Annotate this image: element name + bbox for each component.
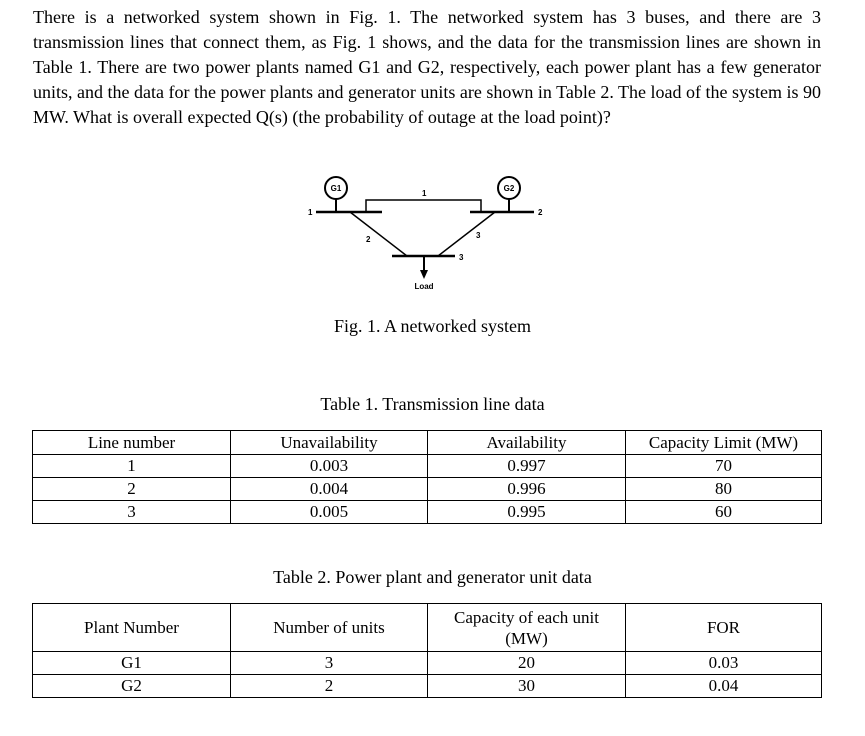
table-row [33, 501, 822, 524]
table-cell: Availability [428, 431, 626, 455]
table-cell: Capacity of each unit (MW) [428, 604, 626, 652]
table-header [33, 604, 822, 652]
table-cell: G1 [33, 652, 231, 675]
table-cell: Capacity Limit (MW) [626, 431, 822, 455]
network-diagram [0, 0, 865, 300]
table-cell: Unavailability [231, 431, 428, 455]
load-label: Load [414, 282, 434, 291]
table-cell: 3 [231, 652, 428, 675]
line3-label: 3 [476, 231, 481, 240]
table-cell: 0.03 [626, 652, 822, 675]
table1-caption: Table 1. Transmission line data [320, 394, 545, 414]
table-cell: Line number [33, 431, 231, 455]
bus1-label: 1 [308, 208, 313, 217]
bus2-label: 2 [538, 208, 543, 217]
table-cell: 0.003 [231, 455, 428, 478]
table-header [33, 431, 822, 455]
question-text: There is a networked system shown in Fig. 1. The networked system has 3 buses, and there are 3 transmission lines that connect them, as Fig. 1 shows, and the data for the transmission lines are shown in Table 1. There are two power plants named G1 and G2, respectively, each power plant has a few generator units, and the data for the power plants and generator units are shown in Table 2. The load of the system is 90 MW. What is overall expected Q(s) (the probability of outage at the load point)? [33, 7, 821, 127]
table-cell: 30 [428, 675, 626, 698]
table-cell: 60 [626, 501, 822, 524]
table-cell: 1 [33, 455, 231, 478]
table-cell: 0.997 [428, 455, 626, 478]
g2-label: G2 [503, 184, 515, 193]
line2-label: 2 [366, 235, 371, 244]
transmission-line-table [32, 430, 822, 524]
table-cell: 0.995 [428, 501, 626, 524]
line-1 [366, 200, 481, 212]
table-row [33, 652, 822, 675]
bus3-label: 3 [459, 253, 464, 262]
table-cell: FOR [626, 604, 822, 652]
line-2 [350, 212, 407, 256]
load-arrow-icon [420, 270, 428, 279]
figure-caption: Fig. 1. A networked system [334, 316, 531, 336]
table-cell: G2 [33, 675, 231, 698]
table-cell: 0.04 [626, 675, 822, 698]
table-cell: Number of units [231, 604, 428, 652]
table-cell: 3 [33, 501, 231, 524]
table-cell: 80 [626, 478, 822, 501]
table-cell: 70 [626, 455, 822, 478]
table-row [33, 478, 822, 501]
table-row [33, 455, 822, 478]
table-cell: 0.005 [231, 501, 428, 524]
table-cell: 0.004 [231, 478, 428, 501]
line1-label: 1 [422, 189, 427, 198]
table-row [33, 675, 822, 698]
table-cell: 0.996 [428, 478, 626, 501]
table-cell: 2 [33, 478, 231, 501]
table-cell: Plant Number [33, 604, 231, 652]
table-cell: 20 [428, 652, 626, 675]
g1-label: G1 [330, 184, 342, 193]
table-cell: 2 [231, 675, 428, 698]
power-plant-table [32, 603, 822, 698]
table2-caption: Table 2. Power plant and generator unit data [273, 567, 592, 587]
line-3 [438, 212, 495, 256]
